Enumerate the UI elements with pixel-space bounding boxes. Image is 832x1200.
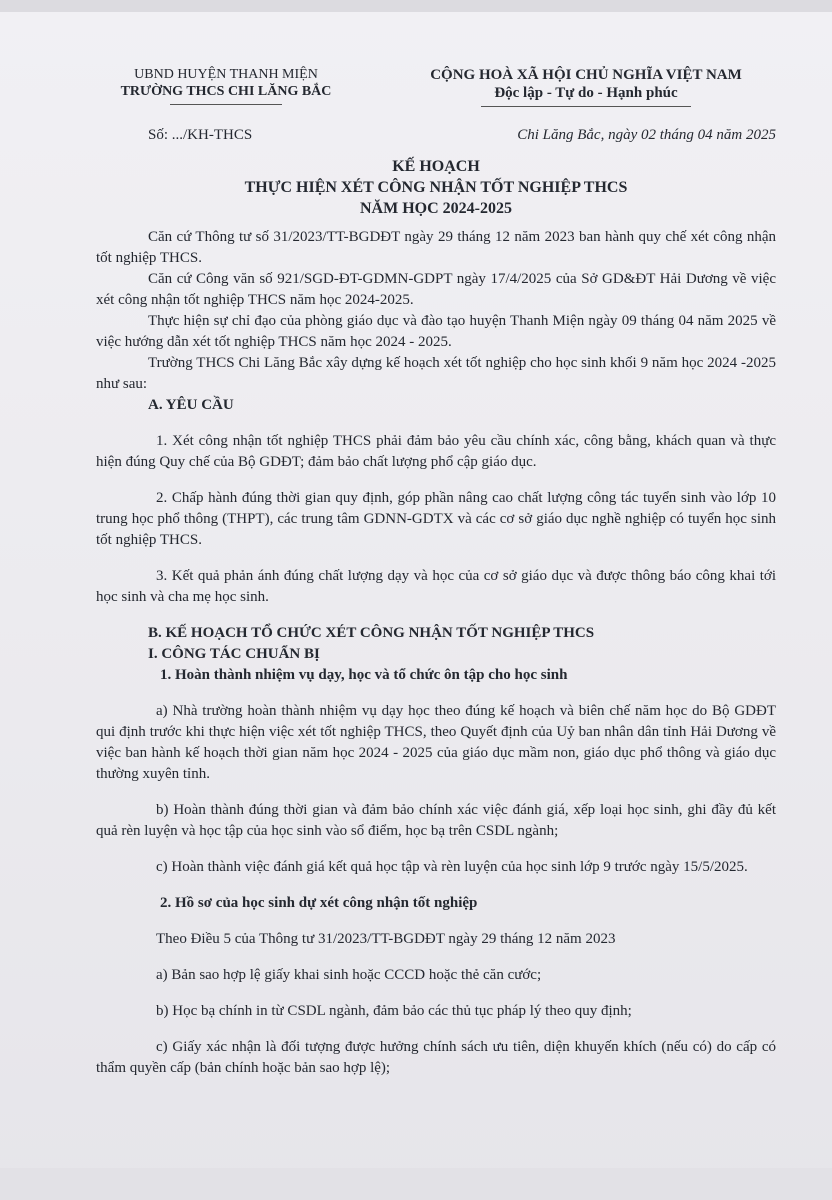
motto: Độc lập - Tự do - Hạnh phúc <box>494 85 678 101</box>
subsection-1-item: b) Hoàn thành đúng thời gian và đảm bảo chính xác việc đánh giá, xếp loại học sinh, ghi đầy đủ kết quả rèn luyện và học tập của học sinh vào sổ điểm, học bạ trên CSDL ngành; <box>96 802 776 839</box>
screen-bottom-edge <box>0 1168 832 1200</box>
document-title <box>96 156 776 219</box>
subsection-2-item: b) Học bạ chính in từ CSDL ngành, đảm bảo các thủ tục pháp lý theo quy định; <box>156 1003 632 1019</box>
country-name: CỘNG HOÀ XÃ HỘI CHỦ NGHĨA VIỆT NAM <box>430 67 742 83</box>
subsection-2-item: c) Giấy xác nhận là đối tượng được hưởng chính sách ưu tiên, diện khuyến khích (nếu có) do cấp có thẩm quyền cấp (bản chính hoặc bản sao hợp lệ); <box>96 1039 776 1076</box>
document-body <box>96 66 776 1094</box>
document-date: Chi Lăng Bắc, ngày 02 tháng 04 năm 2025 <box>517 127 776 143</box>
title-line-3: NĂM HỌC 2024-2025 <box>360 200 512 217</box>
issuer-block <box>96 66 356 107</box>
screen-top-edge <box>0 0 832 12</box>
intro-paragraph: Trường THCS Chi Lăng Bắc xây dựng kế hoạch xét tốt nghiệp cho học sinh khối 9 năm học 2024 -2025 như sau: <box>96 355 776 392</box>
subsection-1-heading: 1. Hoàn thành nhiệm vụ dạy, học và tổ chức ôn tập cho học sinh <box>160 667 568 683</box>
section-b <box>96 623 776 1079</box>
section-a-item: 3. Kết quả phản ánh đúng chất lượng dạy và học của cơ sở giáo dục và được thông báo công khai tới học sinh và cha mẹ học sinh. <box>96 568 776 605</box>
subsection-2-heading: 2. Hồ sơ của học sinh dự xét công nhận tốt nghiệp <box>160 895 478 911</box>
intro-paragraph: Căn cứ Công văn số 921/SGD-ĐT-GDMN-GDPT ngày 17/4/2025 của Sở GD&ĐT Hải Dương về việc xét công nhận tốt nghiệp THCS năm học 2024-2025. <box>96 271 776 308</box>
document-meta <box>96 125 776 146</box>
intro-paragraph: Căn cứ Thông tư số 31/2023/TT-BGDĐT ngày 29 tháng 12 năm 2023 ban hành quy chế xét công nhận tốt nghiệp THCS. <box>96 229 776 266</box>
section-a-heading: A. YÊU CẦU <box>148 397 234 413</box>
motto-underline <box>481 106 691 107</box>
subsection-1-item: a) Nhà trường hoàn thành nhiệm vụ dạy học theo đúng kế hoạch và biên chế năm học do Bộ GDĐT qui định trước khi thực hiện việc xét tốt nghiệp THCS, theo Quyết định của Uỷ ban nhân dân tỉnh Hải Dương về việc ban hành kế hoạch thời gian năm học 2024 - 2025 của giáo dục mầm non, giáo dục phổ thông và giáo dục thường xuyên tỉnh. <box>96 703 776 782</box>
document-header <box>96 66 776 107</box>
issuer-underline <box>170 104 282 105</box>
intro-section <box>96 227 776 395</box>
section-b-heading: B. KẾ HOẠCH TỔ CHỨC XÉT CÔNG NHẬN TỐT NGHIỆP THCS <box>148 625 595 641</box>
national-motto-block <box>396 66 776 107</box>
part-1-heading: I. CÔNG TÁC CHUẨN BỊ <box>148 646 320 662</box>
title-line-1: KẾ HOẠCH <box>392 158 480 175</box>
document-number: Số: .../KH-THCS <box>148 127 253 143</box>
section-a-item: 2. Chấp hành đúng thời gian quy định, góp phần nâng cao chất lượng công tác tuyển sinh vào lớp 10 trung học phổ thông (THPT), các trung tâm GDNN-GDTX và các cơ sở giáo dục nghề nghiệp có tuyển học sinh tốt nghiệp THCS. <box>96 490 776 548</box>
subsection-2-intro: Theo Điều 5 của Thông tư 31/2023/TT-BGDĐT ngày 29 tháng 12 năm 2023 <box>156 931 616 947</box>
subsection-1-item: c) Hoàn thành việc đánh giá kết quả học tập và rèn luyện của học sinh lớp 9 trước ngày 15/5/2025. <box>156 859 748 875</box>
issuer-authority: UBND HUYỆN THANH MIỆN <box>134 67 318 82</box>
intro-paragraph: Thực hiện sự chỉ đạo của phòng giáo dục và đào tạo huyện Thanh Miện ngày 09 tháng 04 năm 2025 về việc hướng dẫn xét tốt nghiệp THCS năm học 2024 - 2025. <box>96 313 776 350</box>
title-line-2: THỰC HIỆN XÉT CÔNG NHẬN TỐT NGHIỆP THCS <box>244 179 628 196</box>
section-a-item: 1. Xét công nhận tốt nghiệp THCS phải đảm bảo yêu cầu chính xác, công bằng, khách quan và thực hiện đúng Quy chế của Bộ GDĐT; đảm bảo chất lượng phổ cập giáo dục. <box>96 433 776 470</box>
section-a <box>96 395 776 608</box>
issuer-school: TRƯỜNG THCS CHI LĂNG BẮC <box>120 84 332 99</box>
subsection-2-item: a) Bản sao hợp lệ giấy khai sinh hoặc CCCD hoặc thẻ căn cước; <box>156 967 542 983</box>
